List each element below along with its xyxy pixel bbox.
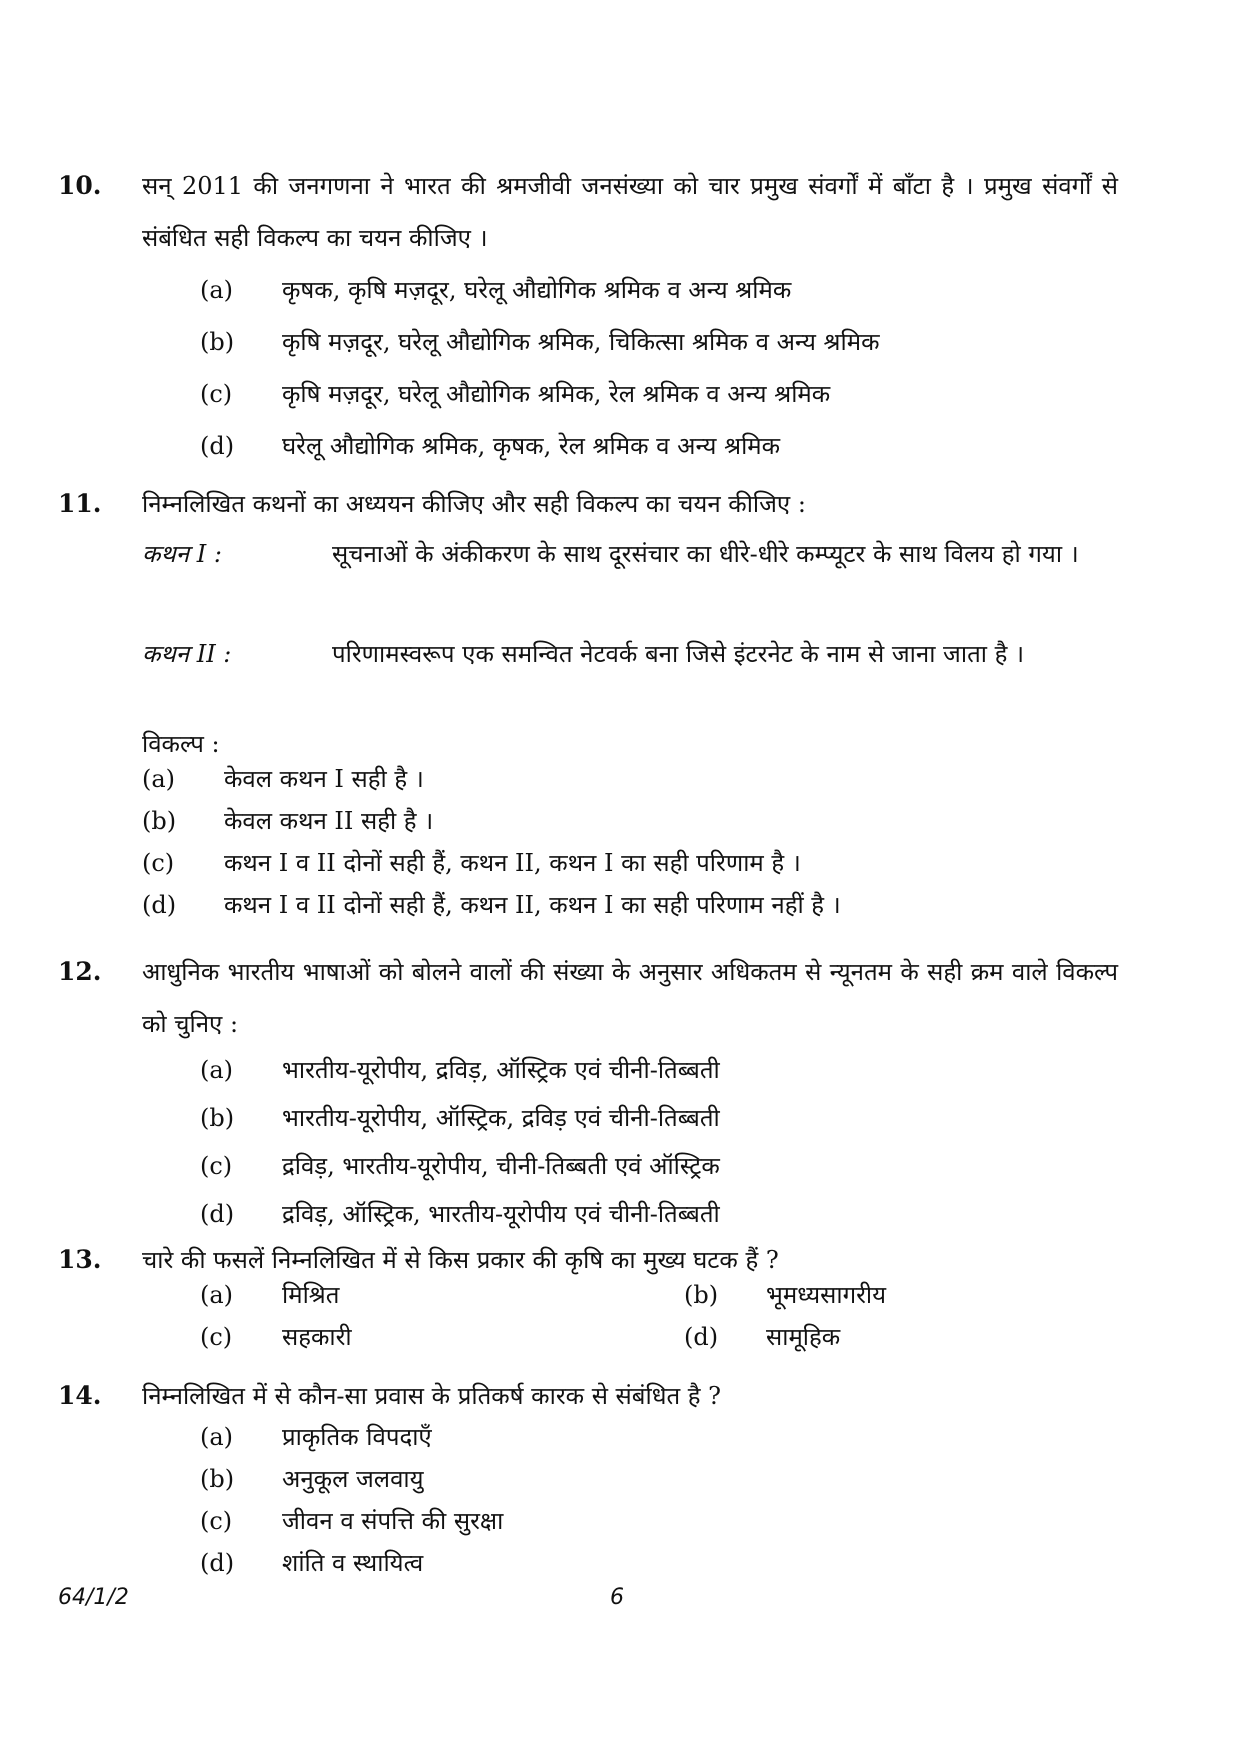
statement-text: परिणामस्वरूप एक समन्वित नेटवर्क बना जिसे इंटरनेट के नाम से जाना जाता है ।	[332, 640, 1025, 668]
option-label: (b)	[200, 328, 235, 356]
question-text: सन् 2011 की जनगणना ने भारत की श्रमजीवी जनसंख्या को चार प्रमुख संवर्गों में बाँटा है । प्रमुख संवर्गों से संबंधित सही विकल्प का चयन कीजिए ।	[142, 172, 1118, 252]
option-text: भारतीय-यूरोपीय, द्रविड़, ऑस्ट्रिक एवं चीनी-तिब्बती	[282, 1056, 720, 1084]
option-label: (c)	[200, 1152, 233, 1180]
option-b-label: (b)	[684, 1281, 719, 1309]
question-number: 13.	[58, 1245, 102, 1274]
option-label: (c)	[142, 849, 175, 877]
option-text: केवल कथन I सही है ।	[224, 765, 424, 793]
statement-label: कथन II :	[142, 640, 232, 668]
option-c-text: सहकारी	[282, 1323, 352, 1351]
option-text: द्रविड़, ऑस्ट्रिक, भारतीय-यूरोपीय एवं चीनी-तिब्बती	[282, 1200, 720, 1228]
option-label: (d)	[200, 1549, 235, 1577]
option-text: भारतीय-यूरोपीय, ऑस्ट्रिक, द्रविड़ एवं चीनी-तिब्बती	[282, 1104, 720, 1132]
question-number: 10.	[58, 171, 102, 200]
question-text: निम्नलिखित कथनों का अध्ययन कीजिए और सही विकल्प का चयन कीजिए :	[142, 490, 806, 518]
option-b-text: भूमध्यसागरीय	[766, 1281, 887, 1309]
option-c-label: (c)	[200, 1323, 233, 1351]
option-label: (a)	[142, 765, 176, 793]
statement-1	[142, 528, 1118, 632]
option-text: केवल कथन II सही है ।	[224, 807, 434, 835]
question-text: चारे की फसलें निम्नलिखित में से किस प्रकार की कृषि का मुख्य घटक हैं ?	[142, 1246, 779, 1274]
option-d-text: सामूहिक	[766, 1323, 841, 1351]
option-label: (d)	[200, 432, 235, 460]
question-number: 11.	[58, 489, 102, 518]
option-label: (d)	[142, 891, 177, 919]
options-heading-text: विकल्प :	[142, 730, 220, 758]
option-label: (a)	[200, 1423, 234, 1451]
option-label: (a)	[200, 276, 234, 304]
question-number: 12.	[58, 957, 102, 986]
statement-text: सूचनाओं के अंकीकरण के साथ दूरसंचार का धीरे-धीरे कम्प्यूटर के साथ विलय हो गया ।	[332, 540, 1079, 568]
option-label: (b)	[200, 1104, 235, 1132]
statement-2	[142, 628, 1118, 732]
option-d-label: (d)	[684, 1323, 719, 1351]
option-text: कृषक, कृषि मज़दूर, घरेलू औद्योगिक श्रमिक व अन्य श्रमिक	[282, 276, 792, 304]
option-text: कथन I व II दोनों सही हैं, कथन II, कथन I का सही परिणाम है ।	[224, 849, 801, 877]
option-label: (c)	[200, 380, 233, 408]
option-a-label: (a)	[200, 1281, 234, 1309]
option-text: शांति व स्थायित्व	[282, 1549, 424, 1577]
paper-code: 64/1/2	[58, 1585, 129, 1610]
option-text: कृषि मज़दूर, घरेलू औद्योगिक श्रमिक, रेल श्रमिक व अन्य श्रमिक	[282, 380, 831, 408]
option-text: अनुकूल जलवायु	[282, 1465, 424, 1493]
option-label: (b)	[200, 1465, 235, 1493]
option-text: घरेलू औद्योगिक श्रमिक, कृषक, रेल श्रमिक व अन्य श्रमिक	[282, 432, 781, 460]
option-label: (c)	[200, 1507, 233, 1535]
option-text: जीवन व संपत्ति की सुरक्षा	[282, 1507, 504, 1535]
option-text: कथन I व II दोनों सही हैं, कथन II, कथन I का सही परिणाम नहीं है ।	[224, 891, 841, 919]
question-text: आधुनिक भारतीय भाषाओं को बोलने वालों की संख्या के अनुसार अधिकतम से न्यूनतम के सही क्रम वाले विकल्प को चुनिए :	[142, 958, 1118, 1038]
statement-label: कथन I :	[142, 540, 222, 568]
option-label: (b)	[142, 807, 177, 835]
option-a-text: मिश्रित	[282, 1281, 340, 1309]
option-text: द्रविड़, भारतीय-यूरोपीय, चीनी-तिब्बती एवं ऑस्ट्रिक	[282, 1152, 720, 1180]
question-number: 14.	[58, 1381, 102, 1410]
question-text: निम्नलिखित में से कौन-सा प्रवास के प्रतिकर्ष कारक से संबंधित है ?	[142, 1382, 722, 1410]
page-number: 6	[610, 1585, 624, 1610]
option-text: प्राकृतिक विपदाएँ	[282, 1423, 432, 1451]
option-text: कृषि मज़दूर, घरेलू औद्योगिक श्रमिक, चिकित्सा श्रमिक व अन्य श्रमिक	[282, 328, 880, 356]
option-label: (a)	[200, 1056, 234, 1084]
option-label: (d)	[200, 1200, 235, 1228]
